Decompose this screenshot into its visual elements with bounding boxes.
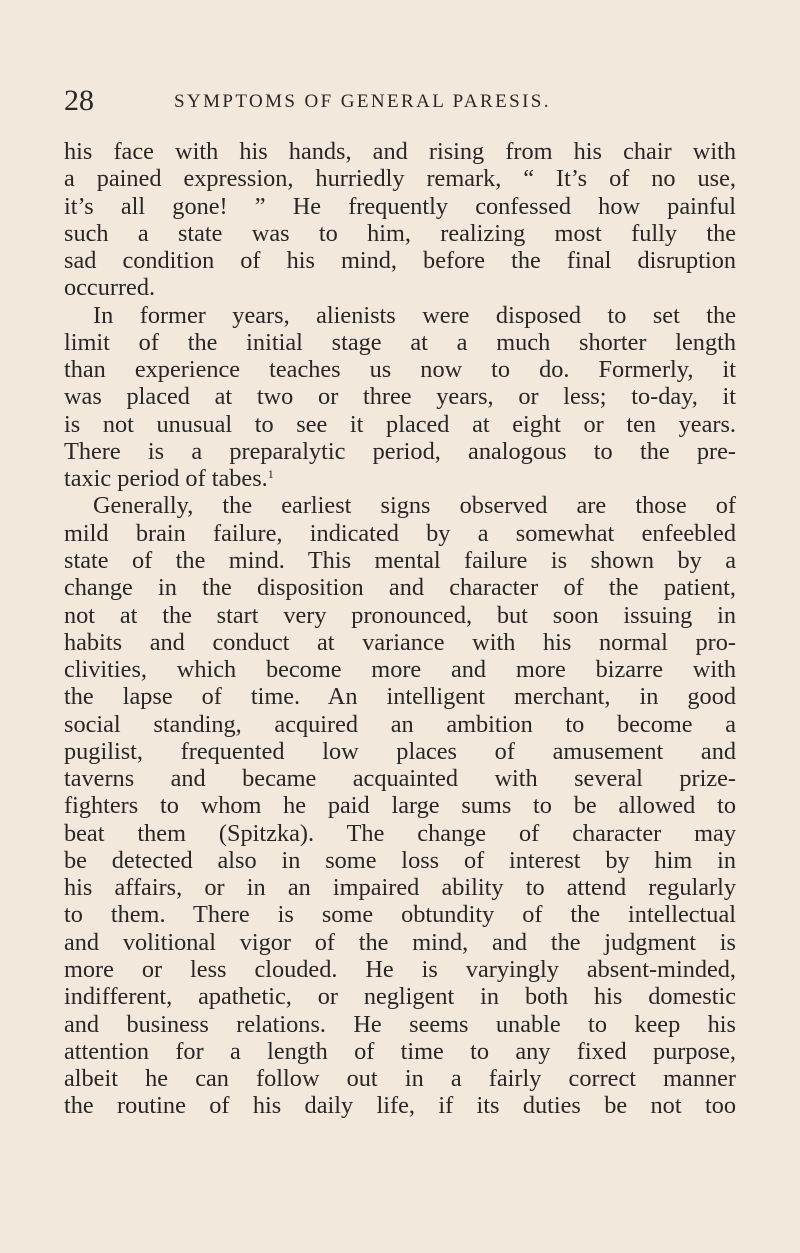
text-line: There is a preparalytic period, analogous to the pre- [64,437,736,465]
text-line: his affairs, or in an impaired ability to attend regularly [64,874,736,902]
text-line: more or less clouded. He is varyingly absent-minded, [64,955,736,983]
running-title: SYMPTOMS OF GENERAL PARESIS. [174,91,551,112]
text-line: attention for a length of time to any fixed purpose, [64,1037,736,1065]
text-line: Generally, the earliest signs observed are those of [93,492,736,520]
text-line: habits and conduct at variance with his normal pro- [64,628,736,656]
text-line: indifferent, apathetic, or negligent in both his domestic [64,983,736,1011]
text-line: to them. There is some obtundity of the intellectual [64,901,736,929]
text-line: such a state was to him, realizing most fully the [64,219,736,247]
page-number: 28 [64,84,94,117]
text-line: a pained expression, hurriedly remark, “ It’s of no use, [64,165,736,193]
text-line: and business relations. He seems unable to keep his [64,1010,736,1038]
text-line: pugilist, frequented low places of amusement and [64,737,736,765]
text-line: it’s all gone! ” He frequently confessed how painful [64,192,736,220]
running-head [64,84,728,118]
text-line: In former years, alienists were disposed to set the [93,301,736,329]
text-line: is not unusual to see it placed at eight or ten years. [64,410,736,438]
text-line: clivities, which become more and more bizarre with [64,656,736,684]
text-line: not at the start very pronounced, but soon issuing in [64,601,736,629]
text-line: the lapse of time. An intelligent merchant, in good [64,683,736,711]
text-line: beat them (Spitzka). The change of character may [64,819,736,847]
text-line: social standing, acquired an ambition to become a [64,710,736,738]
text-line: his face with his hands, and rising from his chair with [64,138,736,165]
text-line: the routine of his daily life, if its duties be not too [64,1092,736,1120]
text-line: state of the mind. This mental failure is shown by a [64,546,736,574]
text-line: was placed at two or three years, or less; to-day, it [64,383,736,411]
text-line-with-footnote [64,465,736,492]
text-line: than experience teaches us now to do. Formerly, it [64,356,736,384]
body-text [64,138,736,1120]
text-line: change in the disposition and character of the patient, [64,574,736,602]
text-line: fighters to whom he paid large sums to be allowed to [64,792,736,820]
text-line: and volitional vigor of the mind, and the judgment is [64,928,736,956]
text-line-content: taxic period of tabes. [64,465,268,493]
text-line: sad condition of his mind, before the final disruption [64,247,736,275]
text-line: albeit he can follow out in a fairly correct manner [64,1065,736,1093]
text-line: limit of the initial stage at a much shorter length [64,328,736,356]
text-line: mild brain failure, indicated by a somewhat enfeebled [64,519,736,547]
text-line: occurred. [64,274,156,302]
text-line: taverns and became acquainted with several prize- [64,765,736,793]
text-line: be detected also in some loss of interest by him in [64,846,736,874]
footnote-marker: 1 [267,467,274,482]
